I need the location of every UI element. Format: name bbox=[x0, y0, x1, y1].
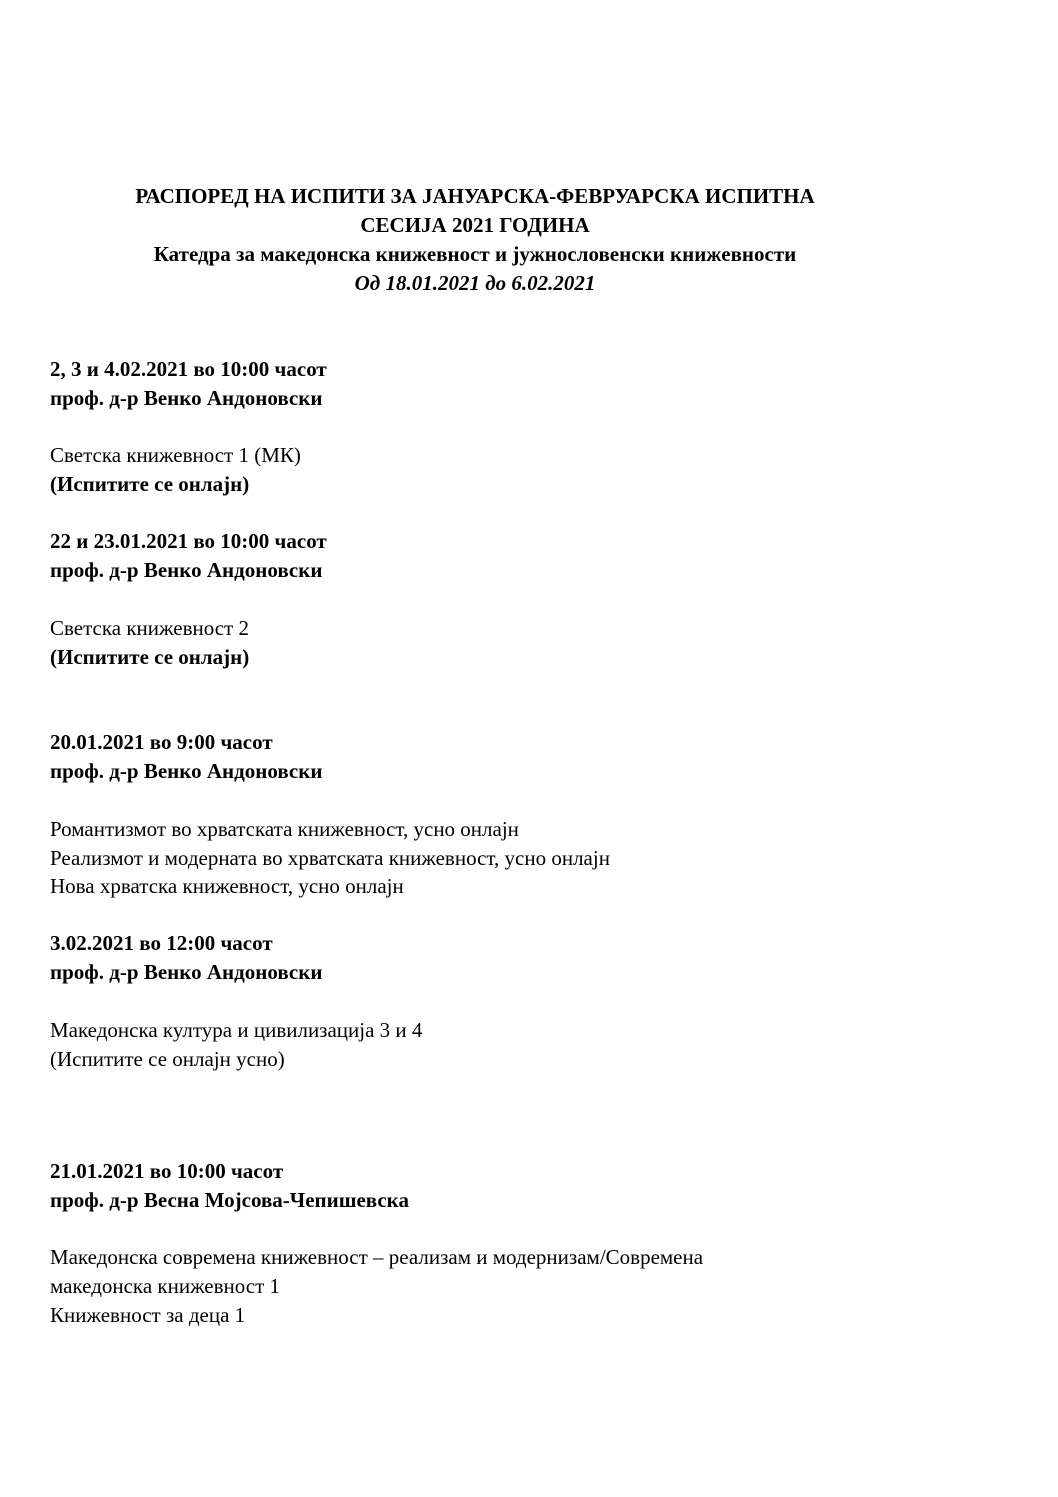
exam-datetime: 2, 3 и 4.02.2021 во 10:00 часот bbox=[50, 357, 327, 381]
exam-datetime: 20.01.2021 во 9:00 часот bbox=[50, 730, 273, 754]
exam-professor: проф. д-р Весна Мојсова-Чепишевска bbox=[50, 1188, 409, 1212]
exam-course: македонска книжевност 1 bbox=[50, 1274, 281, 1298]
title-line-2: СЕСИЈА 2021 ГОДИНА bbox=[360, 213, 590, 237]
title-line-1: РАСПОРЕД НА ИСПИТИ ЗА ЈАНУАРСКА-ФЕВРУАРСКА ИСПИТНА bbox=[135, 184, 815, 208]
exam-course: Светска книжевност 1 (МК) bbox=[50, 443, 301, 467]
exam-course: Нова хрватска книжевност, усно онлајн bbox=[50, 874, 404, 898]
exam-professor: проф. д-р Венко Андоновски bbox=[50, 386, 323, 410]
exam-course: Книжевност за деца 1 bbox=[50, 1303, 246, 1327]
exam-course: Македонска современа книжевност – реализам и модернизам/Современа bbox=[50, 1245, 704, 1269]
exam-course: Светска книжевност 2 bbox=[50, 616, 249, 640]
exam-course: Македонска култура и цивилизација 3 и 4 bbox=[50, 1018, 423, 1042]
exam-professor: проф. д-р Венко Андоновски bbox=[50, 759, 323, 783]
exam-professor: проф. д-р Венко Андоновски bbox=[50, 558, 323, 582]
exam-datetime: 21.01.2021 во 10:00 часот bbox=[50, 1159, 284, 1183]
exam-note: (Испитите се онлајн усно) bbox=[50, 1047, 285, 1071]
session-period: Од 18.01.2021 до 6.02.2021 bbox=[354, 271, 596, 295]
exam-course: Романтизмот во хрватската книжевност, усно онлајн bbox=[50, 817, 519, 841]
department-title: Катедра за македонска книжевност и јужнословенски книжевности bbox=[153, 242, 797, 266]
exam-datetime: 22 и 23.01.2021 во 10:00 часот bbox=[50, 529, 327, 553]
exam-note: (Испитите се онлајн) bbox=[50, 472, 250, 496]
exam-course: Реализмот и модерната во хрватската книжевност, усно онлајн bbox=[50, 846, 610, 870]
exam-note: (Испитите се онлајн) bbox=[50, 645, 250, 669]
exam-datetime: 3.02.2021 во 12:00 часот bbox=[50, 931, 273, 955]
exam-professor: проф. д-р Венко Андоновски bbox=[50, 960, 323, 984]
